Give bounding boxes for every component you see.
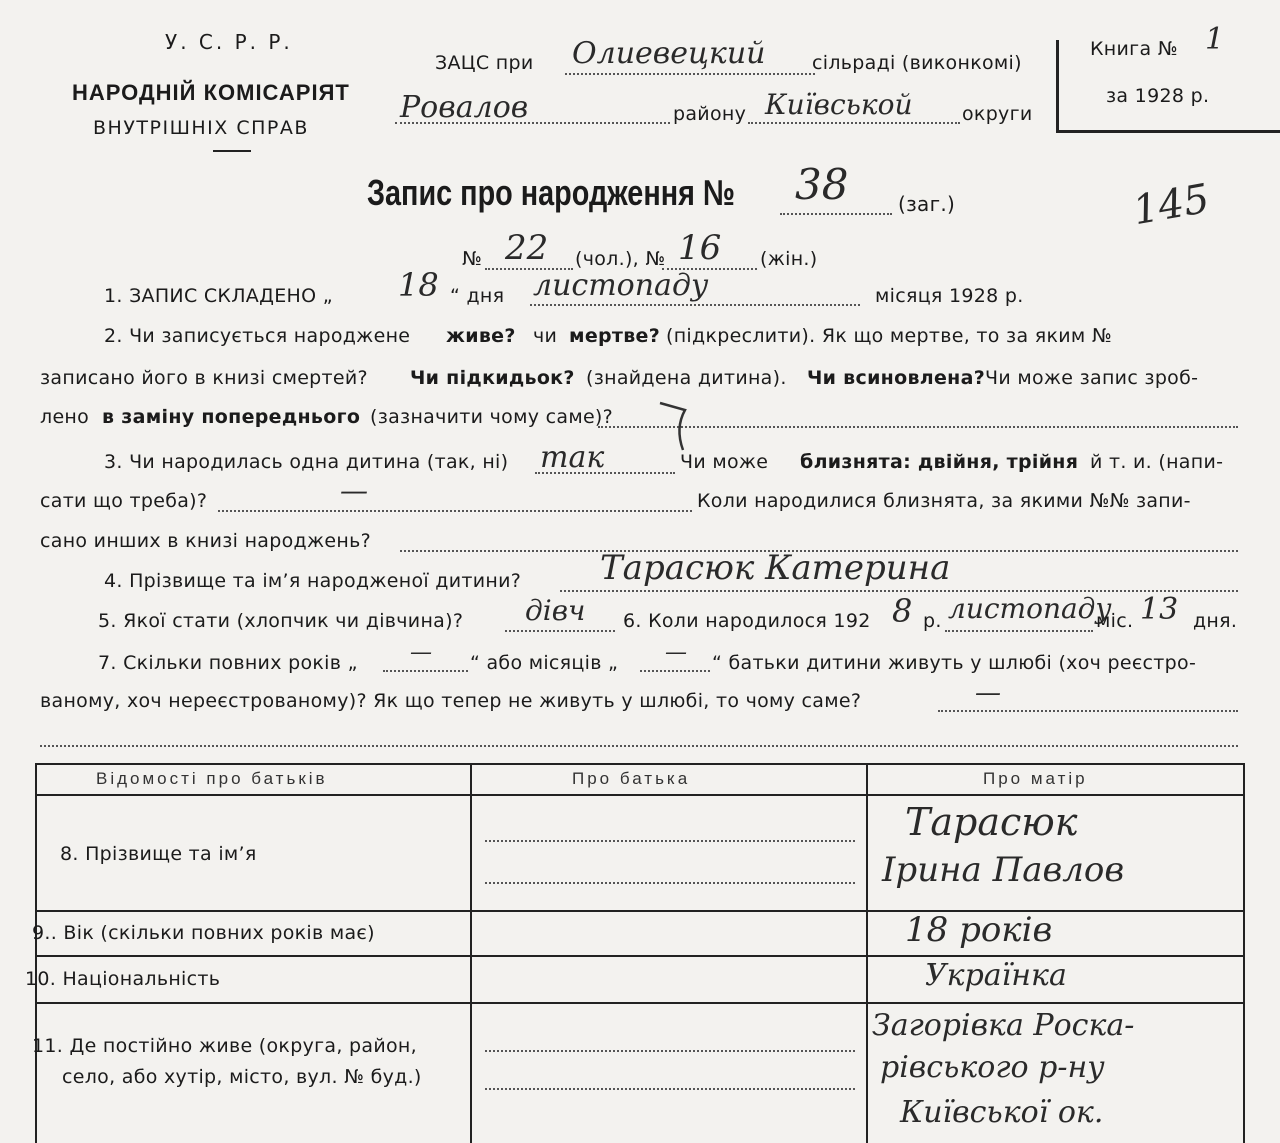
silrada-label: сільраді (виконкомі) — [812, 52, 1022, 74]
q6-year-suffix: р. — [923, 610, 942, 632]
table-left-border — [35, 763, 37, 1143]
row8-mother-name: Ірина Павлов — [882, 850, 1125, 890]
q1-month: листопаду — [533, 268, 709, 303]
zags-value: Олиевецкий — [572, 36, 766, 71]
table-header-mother: Про матір — [983, 769, 1088, 788]
q6-month-label: міс. — [1096, 610, 1134, 632]
q6-year-digit: 8 — [892, 592, 913, 630]
table-col-divider-2 — [866, 763, 868, 1143]
record-number-dotted-line — [780, 213, 892, 215]
q3-line2-a: сати що треба)? — [40, 490, 208, 512]
q2-alive: живе? — [446, 325, 516, 347]
row10-label: 10. Національність — [25, 968, 221, 990]
table-row-divider-3 — [35, 1002, 1245, 1004]
q2-line2-a: записано його в книзі смертей? — [40, 367, 368, 389]
q3-twins-answer: — — [340, 474, 368, 507]
female-count-label: (жін.) — [760, 248, 818, 270]
male-count: 22 — [505, 228, 549, 268]
q1-month-dotted-line — [530, 304, 860, 306]
table-col-divider-1 — [470, 763, 472, 1143]
q7-reason-value: — — [975, 678, 1001, 708]
q3-line1-b: Чи може — [680, 451, 769, 473]
q1-day: 18 — [398, 266, 439, 304]
q7-months-value: — — [665, 640, 687, 665]
table-header-parents: Відомості про батьків — [96, 769, 328, 788]
female-count: 16 — [678, 228, 722, 268]
q1-day-label: “ дня — [450, 285, 505, 307]
q5-label: 5. Якої стати (хлопчик чи дівчина)? — [98, 610, 464, 632]
q5-dotted-line — [505, 630, 615, 632]
q7-extra-dotted-line — [40, 745, 1238, 747]
record-title: Запис про народження № — [367, 172, 736, 213]
zags-dotted-line — [565, 73, 815, 75]
row11-mother-address-2: рівського р-ну — [880, 1050, 1105, 1085]
q2-line2-e: Чи може запис зроб- — [985, 367, 1199, 389]
row11-mother-address-1: Загорівка Роска- — [872, 1008, 1135, 1043]
q2-line3-a: лено — [40, 406, 90, 428]
book-box-left-border — [1056, 40, 1059, 132]
row9-mother-age: 18 років — [905, 910, 1053, 950]
book-box-bottom-border — [1056, 130, 1280, 133]
q2-replacement: в заміну попереднього — [102, 406, 361, 428]
q1-prefix: 1. ЗАПИС СКЛАДЕНО „ — [104, 285, 333, 307]
row11-mother-address-3: Київської ок. — [900, 1095, 1104, 1130]
row8-label: 8. Прізвище та ім’я — [60, 843, 257, 865]
table-right-border — [1243, 763, 1245, 1143]
record-number: 38 — [795, 160, 849, 209]
table-header-divider — [35, 794, 1245, 796]
q2-dead: мертве? — [569, 325, 661, 347]
republic-name: У. С. Р. Р. — [165, 30, 293, 54]
q2-adopted: Чи всиновлена? — [807, 367, 986, 389]
q7-years-value: — — [410, 640, 432, 665]
q6-day-label: дня. — [1193, 610, 1238, 632]
q6-month-dotted-line — [945, 630, 1093, 632]
q2-line1-e: (підкреслити). Як що мертве, то за яким № — [666, 325, 1112, 347]
okruha-value: Київськой — [765, 88, 913, 121]
q5-sex: дівч — [525, 594, 586, 627]
book-year: за 1928 р. — [1106, 85, 1210, 107]
row11-label-2: село, або хутір, місто, вул. № буд.) — [62, 1066, 422, 1088]
q7-reason-dotted-line — [938, 710, 1238, 712]
q3-single-answer: так — [540, 440, 605, 475]
q3-line1-a: 3. Чи народилась одна дитина (так, ні) — [104, 451, 509, 473]
book-label: Книга № — [1090, 38, 1178, 60]
raion-label: району — [673, 103, 747, 125]
zags-label: ЗАЦС при — [435, 52, 534, 74]
record-number-suffix: (заг.) — [898, 192, 956, 216]
q7-line1-a: 7. Скільки повних років „ — [98, 652, 358, 674]
q2-line3-c: (зазначити чому саме)? — [370, 406, 614, 428]
row10-mother-nationality: Українка — [925, 958, 1067, 993]
q3-line1-d: й т. и. (напи- — [1090, 451, 1224, 473]
commissariat-subtitle: ВНУТРІШНІХ СПРАВ — [93, 117, 309, 139]
q7-months-dotted-line — [640, 670, 710, 672]
q7-line2-a: ваному, хоч нереєстрованому)? Як що тепер не живуть у шлюбі, то чому саме? — [40, 690, 862, 712]
q7-line1-b: “ або місяців „ — [470, 652, 619, 674]
q7-line1-c: “ батьки дитини живуть у шлюбі (хоч реєстро- — [712, 652, 1197, 674]
raion-value: Ровалов — [400, 90, 529, 125]
q6-day: 13 — [1140, 592, 1179, 627]
q3-line3-a: сано инших в книзі народжень? — [40, 530, 371, 552]
table-row-divider-1 — [35, 910, 1245, 912]
header-dash — [213, 150, 251, 152]
q4-child-name: Тарасюк Катерина — [600, 548, 951, 588]
raion-dotted-line — [395, 122, 670, 124]
row11-father-dotted-line-1 — [485, 1050, 855, 1052]
table-header-father: Про батька — [572, 769, 691, 788]
q3-line2-b: Коли народилися близнята, за якими №№ запи- — [697, 490, 1191, 512]
male-count-label: (чол.), № — [575, 248, 666, 270]
q4-label: 4. Прізвище та ім’я народженої дитини? — [104, 570, 522, 592]
q2-or: чи — [533, 325, 558, 347]
row8-father-dotted-line-1 — [485, 840, 855, 842]
q6-month: листопаду — [948, 592, 1112, 625]
commissariat-title: НАРОДНІЙ КОМІСАРІЯТ — [72, 80, 350, 105]
q2-line2-c: (знайдена дитина). — [586, 367, 787, 389]
q7-years-dotted-line — [383, 670, 468, 672]
row8-father-dotted-line-2 — [485, 882, 855, 884]
q3-single-dotted-line — [535, 472, 675, 474]
okruha-label: округи — [962, 103, 1033, 125]
q2-handwritten-mark — [655, 398, 695, 458]
q3-twins: близнята: двійня, трійня — [800, 451, 1079, 473]
sub-number-label: № — [462, 248, 483, 270]
okruha-dotted-line — [748, 122, 960, 124]
row11-label-1: 11. Де постійно живе (округа, район, — [32, 1035, 417, 1057]
table-top-border — [35, 763, 1245, 765]
q3-twins-dotted-line — [218, 510, 692, 512]
row9-label: 9.. Вік (скільки повних років має) — [32, 922, 375, 944]
q2-line1-a: 2. Чи записується народжене — [104, 325, 411, 347]
row8-mother-surname: Тарасюк — [905, 800, 1078, 844]
table-row-divider-2 — [35, 955, 1245, 957]
q6-label: 6. Коли народилося 192 — [623, 610, 871, 632]
q1-suffix: місяця 1928 р. — [875, 285, 1024, 307]
q2-foundling: Чи підкидьок? — [410, 367, 575, 389]
margin-note: 145 — [1129, 175, 1213, 235]
book-number: 1 — [1205, 22, 1225, 57]
row11-father-dotted-line-2 — [485, 1088, 855, 1090]
